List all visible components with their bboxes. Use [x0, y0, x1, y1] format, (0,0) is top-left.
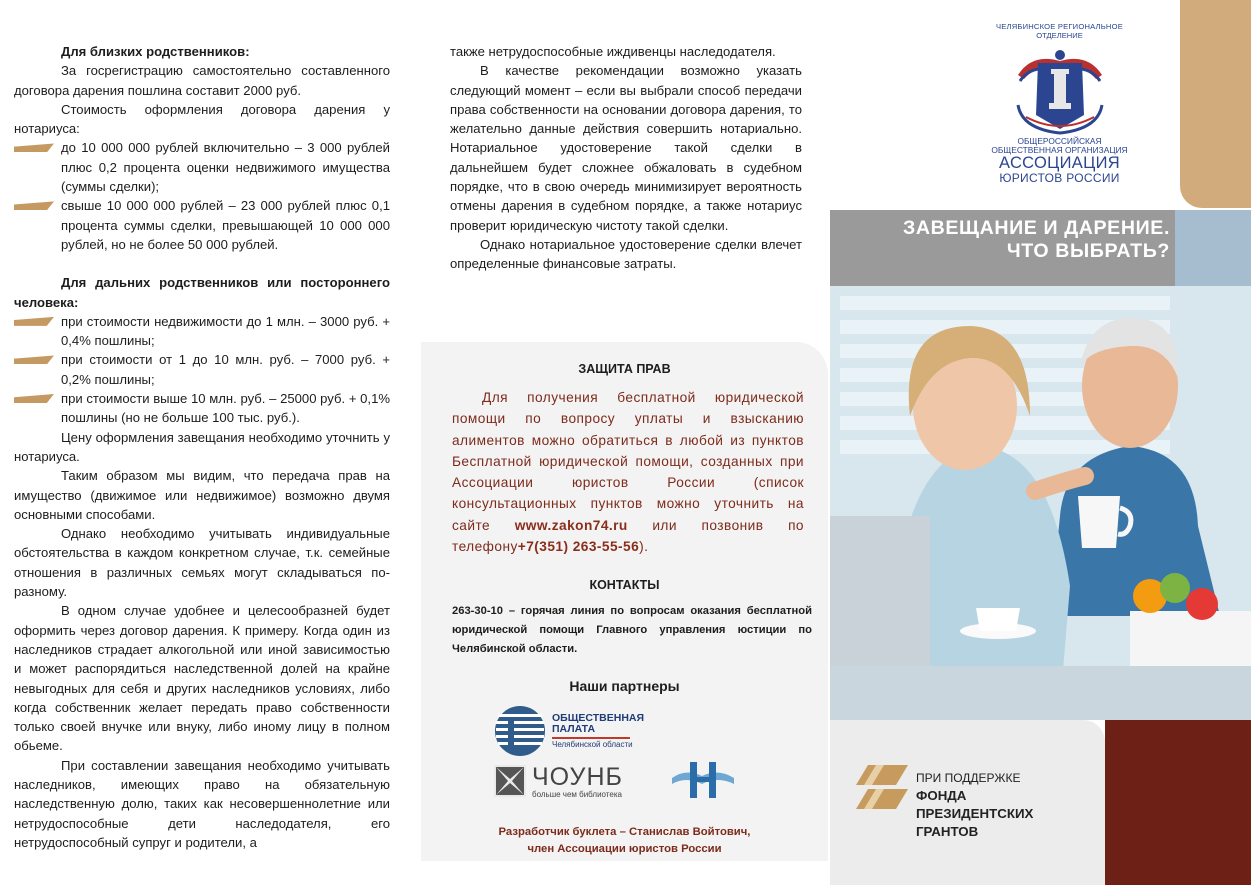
- paragraph: Стоимость оформления договора дарения у нотариуса:: [14, 101, 390, 137]
- partner1-region: Челябинской области: [552, 740, 633, 749]
- contacts-text: 263-30-10 – горячая линия по вопросам оказания бесплатной юридической помощи Главного управления юстиции по Челябинской области.: [452, 605, 812, 656]
- bullet-item: при стоимости недвижимости до 1 млн. – 3000 руб. + 0,4% пошлины;: [14, 312, 390, 351]
- paragraph: В качестве рекомендации возможно указать следующий момент – если вы выбрали способ передачи права собственности на основании договора дарения, то желательно данные действия совершить нотариально. Нотариальное удостоверение такой сделки в дальнейшем будет сложнее обжаловать в судебном порядке, что в свою очередь минимизирует вероятность отмены дарения в судебном порядке, а также нотариус проверит юридическую чистоту такой сделки.: [450, 63, 802, 233]
- bullet-marker-icon: [14, 355, 54, 364]
- bullet-item: при стоимости выше 10 млн. руб. – 25000 руб. + 0,1% пошлины (но не больше 100 тыс. руб.).: [14, 389, 390, 428]
- cover-title: [830, 217, 1170, 263]
- bullet-item: при стоимости от 1 до 10 млн. руб. – 7000 руб. + 0,2% пошлины;: [14, 350, 390, 389]
- cover-panel: [830, 0, 1251, 885]
- fund-line: ПРИ ПОДДЕРЖКЕ: [916, 771, 1021, 785]
- credit: [421, 824, 828, 858]
- middle-column: [450, 42, 802, 274]
- org-line: ОБЩЕРОССИЙСКАЯ: [1017, 136, 1102, 146]
- partner2-name: ЧОУНБ: [532, 763, 623, 791]
- phone-number: +7(351) 263-55-56: [517, 539, 640, 555]
- org-line: ЮРИСТОВ РОССИИ: [999, 171, 1120, 185]
- couple-photo: [830, 286, 1251, 720]
- fund-line: ФОНДА: [916, 788, 967, 803]
- far-relatives-heading: Для дальних родственников или постороннего человека:: [14, 275, 390, 310]
- paragraph: При составлении завещания необходимо учитывать наследников, имеющих право на обязательную наследственную долю, таких как несовершеннолетние или нетрудоспособные дети наследодателя, его нетрудоспособный супруг и родители, а: [14, 757, 390, 850]
- bullet-item: свыше 10 000 000 рублей – 23 000 рублей плюс 0,1 процента суммы сделки, превышающей 10 000 000 рублей, но не более 50 000 рублей.: [14, 196, 390, 254]
- credit-line: член Ассоциации юристов России: [527, 843, 722, 855]
- presidential-grants-icon: [854, 763, 910, 811]
- partner2-tagline: больше чем библиотека: [532, 790, 622, 799]
- bullet-marker-icon: [14, 201, 54, 210]
- contacts-title: КОНТАКТЫ: [589, 578, 660, 592]
- close-relatives-heading: Для близких родственников:: [61, 44, 250, 59]
- protection-text: Для получения бесплатной юридической помощи по вопросу уплаты и взысканию алиментов можно обратиться в любой из пунктов Бесплатной юридической помощи, созданных при Ассоциации юристов России (список консультационных пунктов можно уточнить на сайте www.zakon74.ru или позвонив по телефону+7(351) 263-55-56).: [452, 390, 804, 555]
- paragraph: В одном случае удобнее и целесообразней будет оформить через договор дарения. К примеру. Когда один из наследников страдает алкогольной или иной зависимостью и может распорядиться наследственной долей на крайне невыгодных для себя и других наследников условиях, либо когда собственник желает передать право собственности только своей внучке или внуку, либо иному лицу в полном обьеме.: [14, 603, 390, 754]
- partner-book-logo-icon: [668, 760, 738, 800]
- dept-line: ЧЕЛЯБИНСКОЕ РЕГИОНАЛЬНОЕ: [996, 22, 1123, 31]
- paragraph: Таким образом мы видим, что передача прав на имущество (движимое или недвижимое) возможно двумя основными способами.: [14, 468, 390, 522]
- bullet-marker-icon: [14, 143, 54, 152]
- org-line: ОБЩЕСТВЕННАЯ ОРГАНИЗАЦИЯ: [991, 145, 1128, 155]
- paragraph: За госрегистрацию самостоятельно составленного договора дарения пошлина составит 2000 руб.: [14, 63, 390, 98]
- paragraph: Однако нотариальное удостоверение сделки влечет определенные финансовые затраты.: [450, 236, 802, 272]
- bullet-marker-icon: [14, 317, 54, 326]
- title-line: ЧТО ВЫБРАТЬ?: [1006, 240, 1170, 262]
- site-link[interactable]: www.zakon74.ru: [514, 517, 628, 533]
- bullet-marker-icon: [14, 394, 54, 403]
- org-logo: [972, 22, 1147, 185]
- protection-title: ЗАЩИТА ПРАВ: [578, 362, 671, 376]
- partner1-name: ОБЩЕСТВЕННАЯ: [552, 712, 645, 724]
- footer-brown: [1105, 720, 1251, 885]
- partner1-name2: ПАЛАТА: [552, 723, 596, 735]
- fund-line: ГРАНТОВ: [916, 824, 979, 839]
- partner-public-chamber: [494, 705, 644, 757]
- fund-text: [916, 769, 1033, 841]
- org-line: АССОЦИАЦИЯ: [999, 154, 1120, 172]
- partners-title: Наши партнеры: [569, 678, 680, 694]
- accent-block: [1180, 0, 1251, 208]
- left-column: [14, 42, 390, 852]
- library-icon: [494, 765, 526, 797]
- bullet-item: до 10 000 000 рублей включительно – 3 000 рублей плюс 0,2 процента оценки недвижимого имущества (суммы сделки);: [14, 138, 390, 196]
- credit-line: Разработчик буклета – Станислав Войтович,: [498, 826, 751, 838]
- couple-illustration-icon: [830, 286, 1251, 720]
- partner-library: [494, 765, 644, 805]
- title-line: ЗАВЕЩАНИЕ И ДАРЕНИЕ.: [902, 217, 1170, 239]
- emblem-icon: [1012, 45, 1108, 137]
- fund-line: ПРЕЗИДЕНТСКИХ: [916, 806, 1034, 821]
- public-chamber-icon: [494, 705, 546, 757]
- paragraph: Цену оформления завещания необходимо уточнить у нотариуса.: [14, 429, 390, 464]
- info-panel: [421, 342, 828, 861]
- paragraph: Однако необходимо учитывать индивидуальные обстоятельства в каждом конкретном случае, т.к. семейные отношения в различных семьях могут складываться по-разному.: [14, 526, 390, 600]
- dept-line: ОТДЕЛЕНИЕ: [1036, 31, 1083, 40]
- paragraph: также нетрудоспособные иждивенцы наследодателя.: [450, 44, 776, 59]
